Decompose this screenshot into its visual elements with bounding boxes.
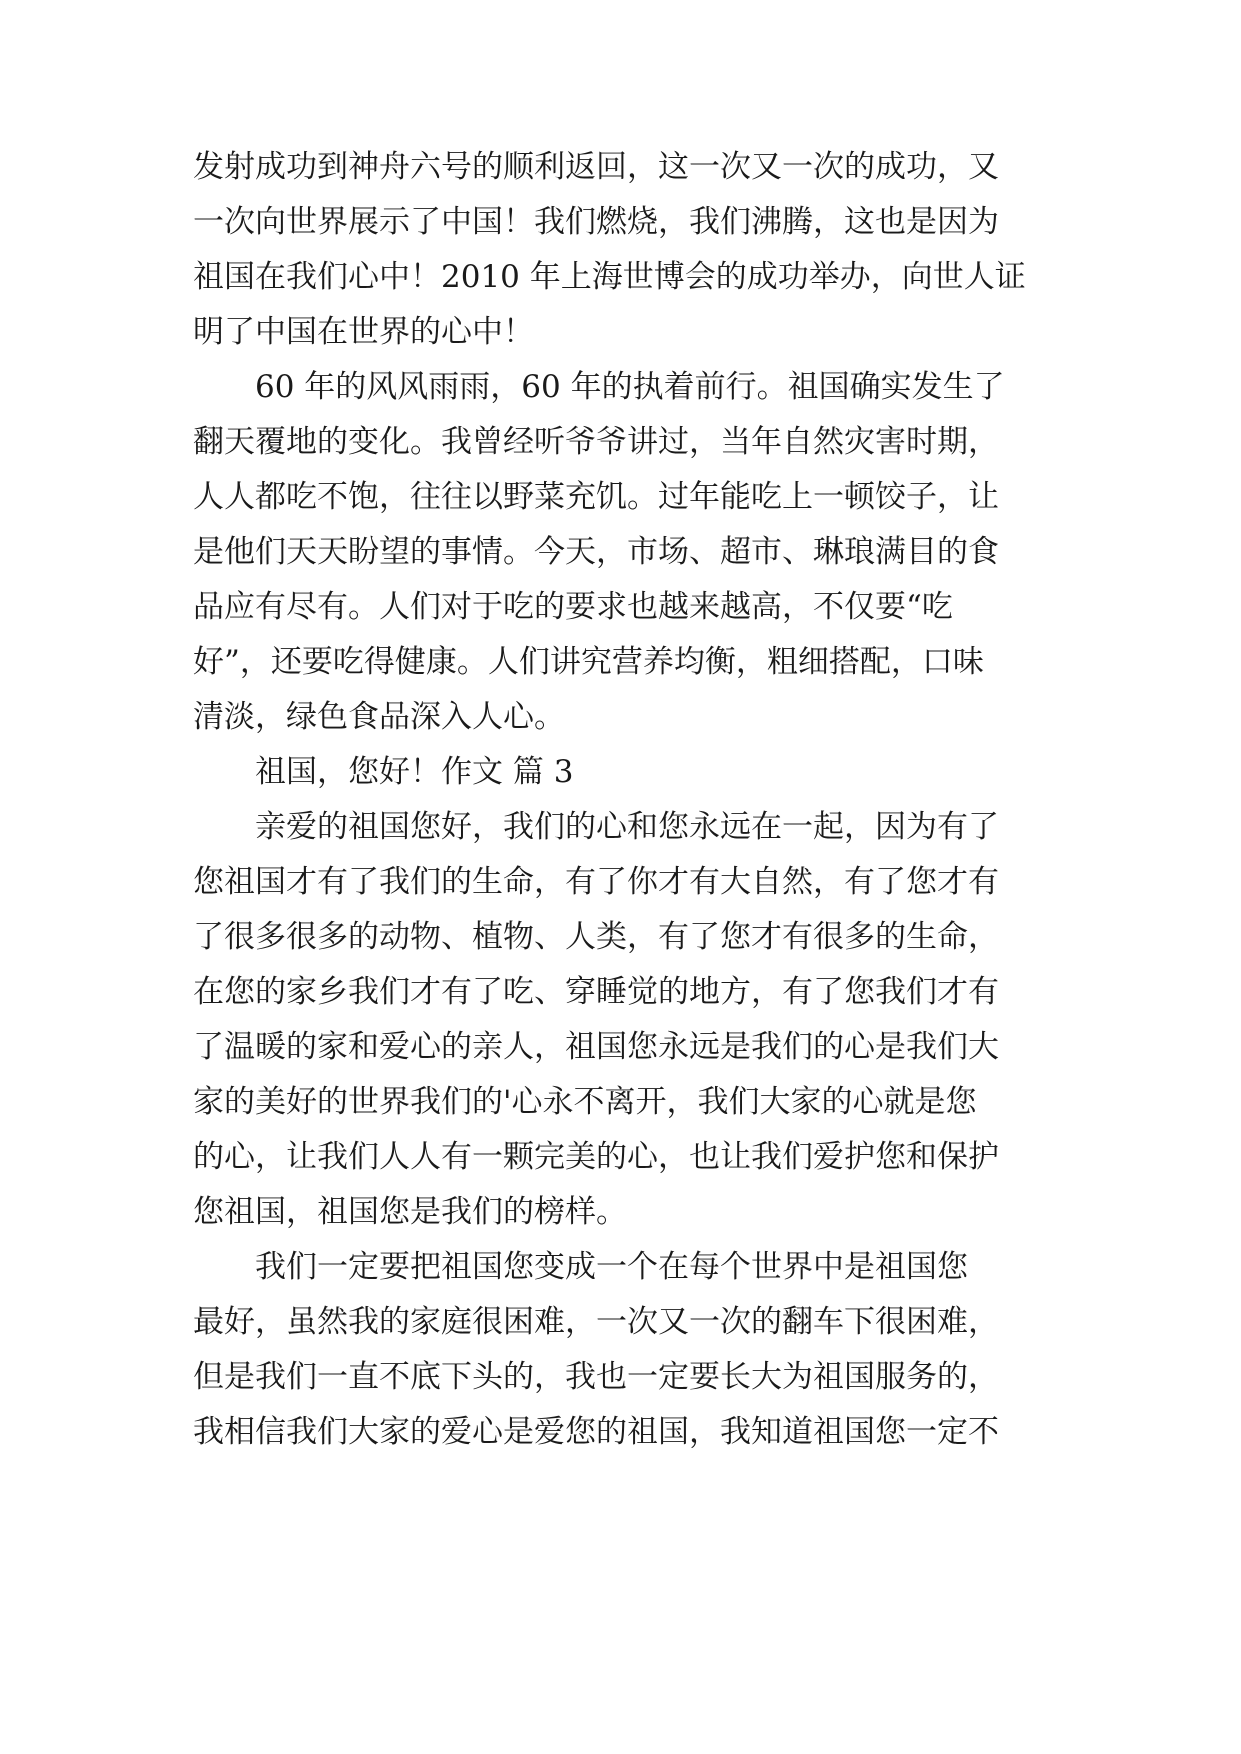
text-line: 翻天覆地的变化。我曾经听爷爷讲过，当年自然灾害时期， [193, 424, 999, 460]
text-line: 一次向世界展示了中国！我们燃烧，我们沸腾，这也是因为 [193, 204, 999, 240]
text-line: 人人都吃不饱，往往以野菜充饥。过年能吃上一顿饺子，让 [193, 479, 999, 515]
text-line: 发射成功到神舟六号的顺利返回，这一次又一次的成功，又 [193, 149, 999, 185]
text-line: 最好，虽然我的家庭很困难，一次又一次的翻车下很困难， [193, 1304, 999, 1340]
text-line: 明了中国在世界的心中！ [193, 314, 534, 350]
text-line: 品应有尽有。人们对于吃的要求也越来越高，不仅要“吃 [193, 589, 953, 625]
text-line: 祖国在我们心中！2010 年上海世博会的成功举办，向世人证 [193, 259, 1026, 295]
text-line: 但是我们一直不底下头的，我也一定要长大为祖国服务的， [193, 1359, 999, 1395]
paragraph-first-line: 我们一定要把祖国您变成一个在每个世界中是祖国您 [255, 1249, 968, 1285]
section-heading: 祖国，您好！作文 篇 3 [255, 754, 574, 790]
text-line: 在您的家乡我们才有了吃、穿睡觉的地方，有了您我们才有 [193, 974, 999, 1010]
text-line: 了很多很多的动物、植物、人类，有了您才有很多的生命， [193, 919, 999, 955]
text-line: 家的美好的世界我们的'心永不离开，我们大家的心就是您 [193, 1084, 977, 1120]
text-line: 的心，让我们人人有一颗完美的心，也让我们爱护您和保护 [193, 1139, 999, 1175]
text-line: 您祖国才有了我们的生命，有了你才有大自然，有了您才有 [193, 864, 999, 900]
text-line: 我相信我们大家的爱心是爱您的祖国，我知道祖国您一定不 [193, 1414, 999, 1450]
text-line: 清淡，绿色食品深入人心。 [193, 699, 565, 735]
paragraph-first-line: 亲爱的祖国您好，我们的心和您永远在一起，因为有了 [255, 809, 999, 845]
text-line: 了温暖的家和爱心的亲人，祖国您永远是我们的心是我们大 [193, 1029, 999, 1065]
text-line: 是他们天天盼望的事情。今天，市场、超市、琳琅满目的食 [193, 534, 999, 570]
text-line: 您祖国，祖国您是我们的榜样。 [193, 1194, 627, 1230]
paragraph-first-line: 60 年的风风雨雨，60 年的执着前行。祖国确实发生了 [255, 369, 1005, 405]
text-line: 好”，还要吃得健康。人们讲究营养均衡，粗细搭配，口味 [193, 644, 984, 680]
